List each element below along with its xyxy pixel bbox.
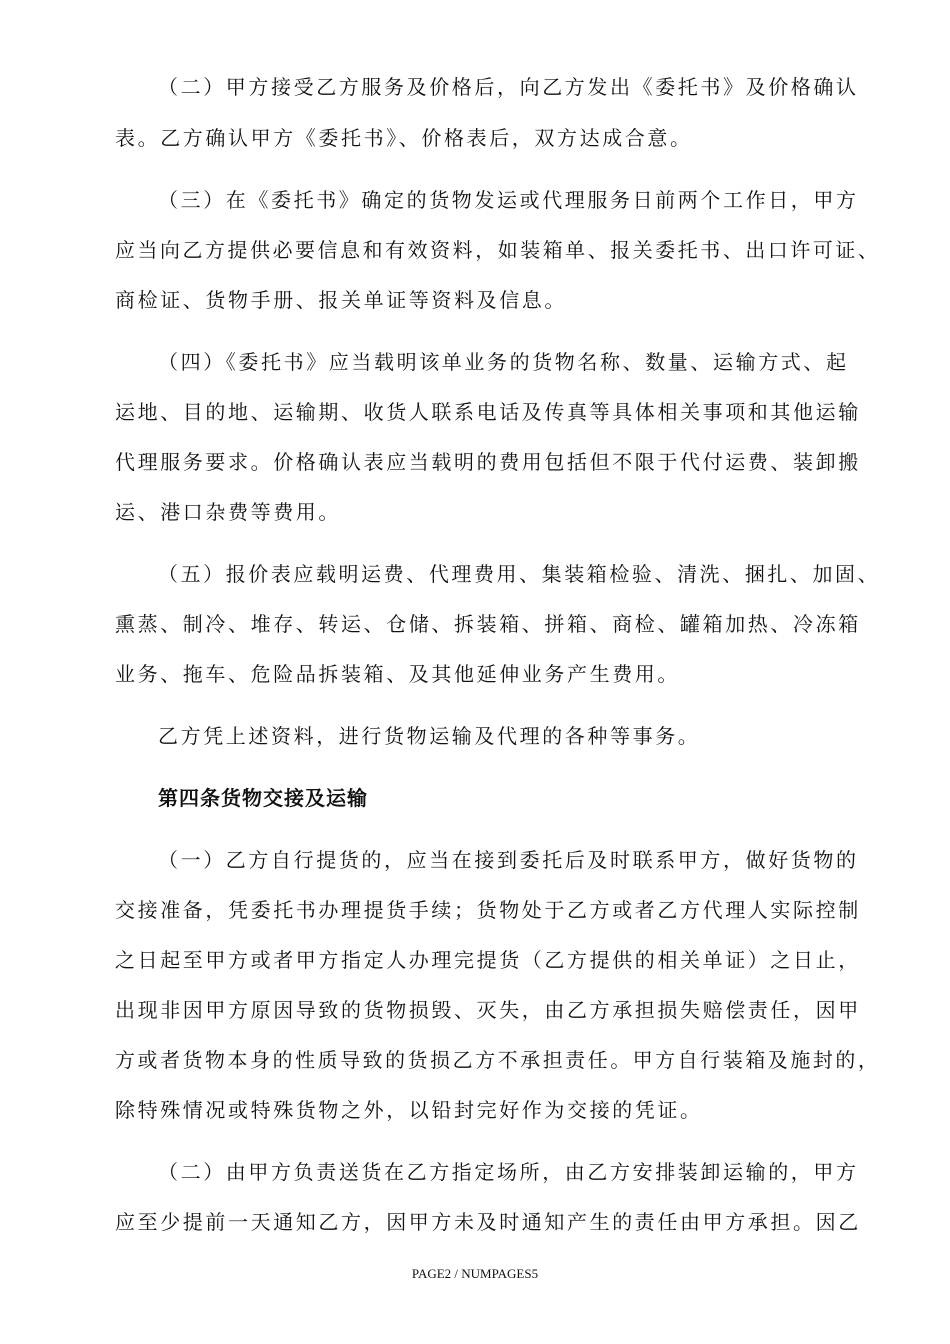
paragraph-4-line-3: 代理服务要求。价格确认表应当载明的费用包括但不限于代付运费、装卸搬 (115, 450, 861, 474)
paragraph-5-line-3: 业务、拖车、危险品拆装箱、及其他延伸业务产生费用。 (115, 662, 680, 686)
article-4-item-1-line-2: 交接准备，凭委托书办理提货手续；货物处于乙方或者乙方代理人实际控制 (115, 898, 861, 922)
article-4-item-2-line-2: 应至少提前一天通知乙方，因甲方未及时通知产生的责任由甲方承担。因乙 (115, 1210, 861, 1234)
summary-line: 乙方凭上述资料，进行货物运输及代理的各种等事务。 (158, 724, 701, 748)
article-4-item-1-line-4: 出现非因甲方原因导致的货物损毁、灭失，由乙方承担损失赔偿责任，因甲 (115, 998, 861, 1022)
article-4-item-2-line-1: （二）由甲方负责送货在乙方指定场所，由乙方安排装卸运输的，甲方 (158, 1160, 859, 1184)
paragraph-5-line-2: 熏蒸、制冷、堆存、转运、仓储、拆装箱、拼箱、商检、罐箱加热、冷冻箱 (115, 612, 861, 636)
paragraph-3-line-1: （三）在《委托书》确定的货物发运或代理服务日前两个工作日，甲方 (158, 188, 859, 212)
article-4-item-1-line-3: 之日起至甲方或者甲方指定人办理完提货（乙方提供的相关单证）之日止， (115, 948, 861, 972)
paragraph-4-line-1: （四）《委托书》应当载明该单业务的货物名称、数量、运输方式、起 (158, 350, 849, 374)
paragraph-3-line-3: 商检证、货物手册、报关单证等资料及信息。 (115, 288, 567, 312)
paragraph-2-line-2: 表。乙方确认甲方《委托书》、价格表后，双方达成合意。 (115, 126, 693, 150)
paragraph-5-line-1: （五）报价表应载明运费、代理费用、集装箱检验、清洗、捆扎、加固、 (158, 562, 881, 586)
paragraph-4-line-2: 运地、目的地、运输期、收货人联系电话及传真等具体相关事项和其他运输 (115, 400, 861, 424)
article-4-item-1-line-6: 除特殊情况或特殊货物之外，以铅封完好作为交接的凭证。 (115, 1098, 703, 1122)
paragraph-2-line-1: （二）甲方接受乙方服务及价格后，向乙方发出《委托书》及价格确认 (158, 75, 859, 99)
article-4-item-1-line-5: 方或者货物本身的性质导致的货损乙方不承担责任。甲方自行装箱及施封的， (115, 1048, 881, 1072)
article-4-item-1-line-1: （一）乙方自行提货的，应当在接到委托后及时联系甲方，做好货物的 (158, 848, 859, 872)
paragraph-3-line-2: 应当向乙方提供必要信息和有效资料，如装箱单、报关委托书、出口许可证、 (115, 238, 881, 262)
article-4-heading: 第四条货物交接及运输 (158, 786, 368, 810)
page-footer: PAGE2 / NUMPAGES5 (411, 1266, 539, 1281)
paragraph-4-line-4: 运、港口杂费等费用。 (115, 500, 341, 524)
